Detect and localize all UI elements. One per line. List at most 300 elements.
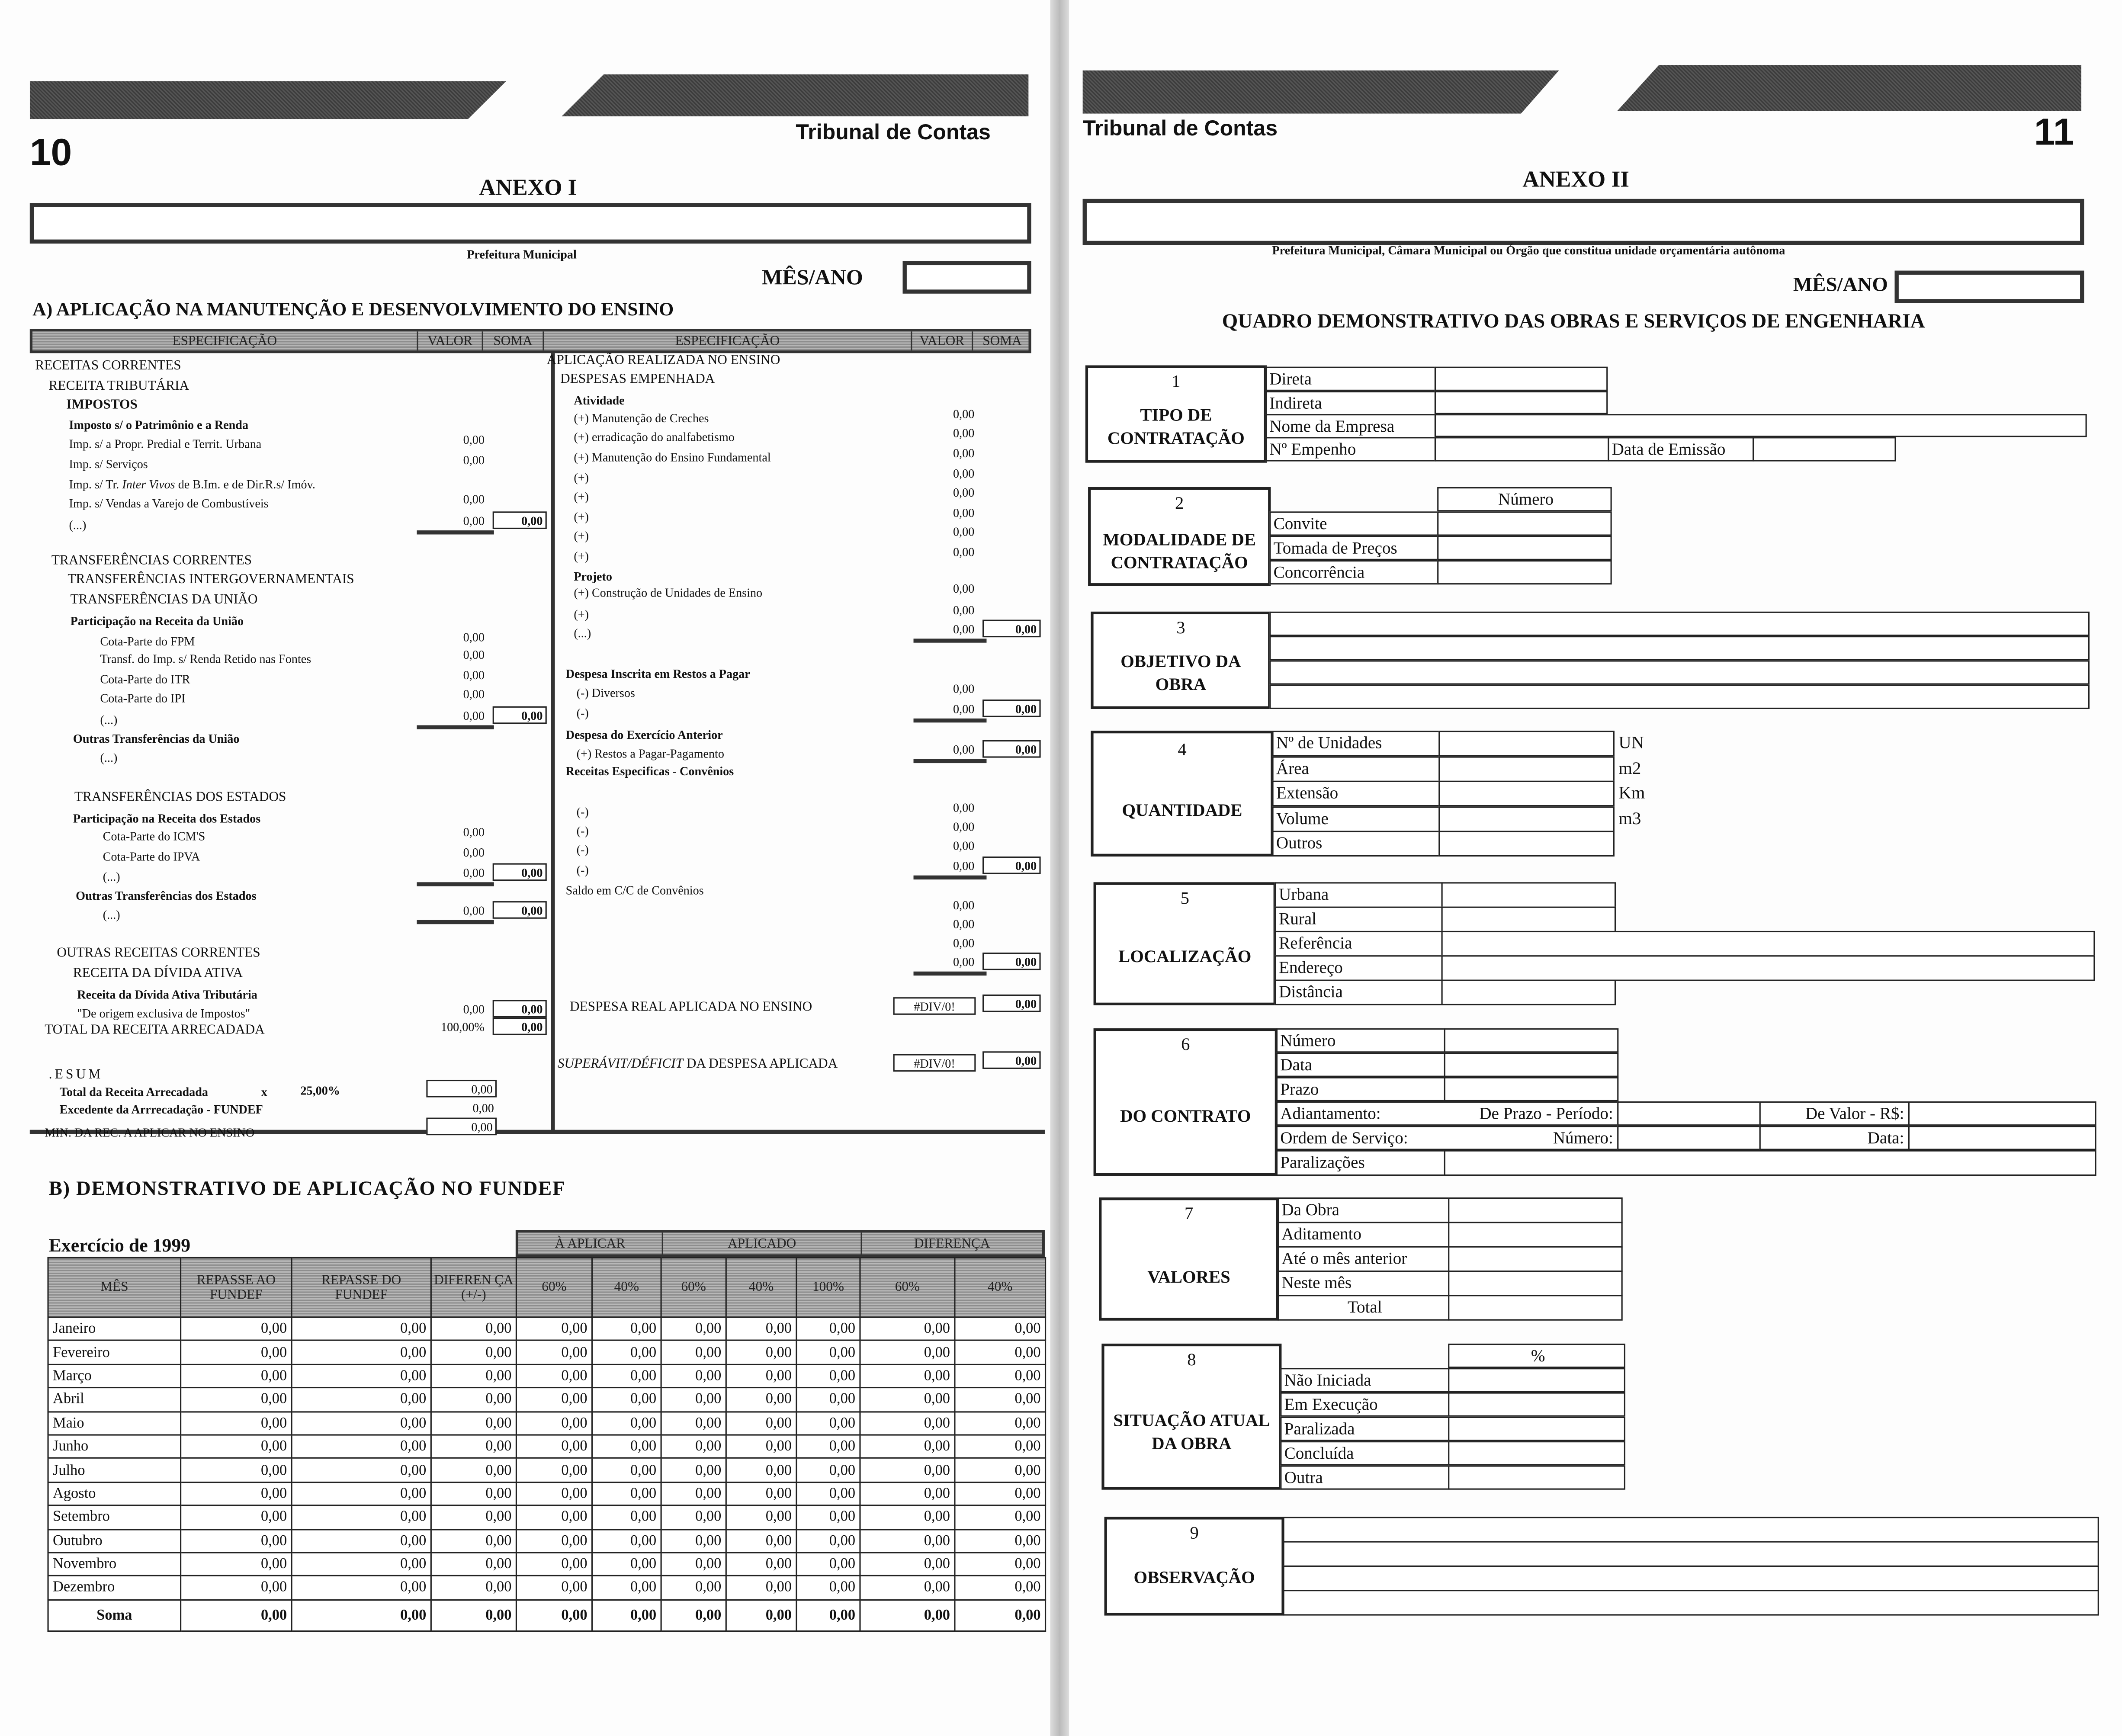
item-label: Cota-Parte do IPVA [103,850,200,863]
value-cell: 0,00 [463,866,485,880]
value-cell[interactable]: 0,00 [726,1505,796,1529]
value-cell: 0,00 [463,687,485,701]
value-cell[interactable]: 0,00 [955,1341,1046,1364]
list-item [574,605,589,624]
localizacao-field[interactable] [1441,882,1616,908]
column-header: REPASSE AO FUNDEF [181,1258,292,1317]
table-row [48,1435,1045,1458]
value-cell[interactable]: 0,00 [661,1341,726,1364]
direta-field[interactable] [1435,367,1608,391]
month-cell: Julho [48,1458,181,1482]
value-cell[interactable]: 0,00 [181,1576,292,1599]
value-cell[interactable]: 0,00 [726,1482,796,1505]
item-label: (...) [574,626,591,640]
column-header: 100% [796,1258,860,1317]
value-cell[interactable]: 0,00 [431,1576,516,1599]
indireta-field[interactable] [1435,391,1608,414]
observacao-line[interactable] [1283,1566,2099,1591]
value-cell[interactable]: 0,00 [431,1364,516,1388]
total-cell: 0,00 [796,1600,860,1631]
localizacao-field[interactable] [1441,907,1616,932]
field-label: Tomada de Preços [1269,536,1438,560]
item-label: DESPESA REAL APLICADA NO ENSINO [569,1000,812,1015]
unit-label: UN [1618,732,1644,753]
label-post: de B.Im. e de Dir.R.s/ Imóv. [175,478,315,491]
value-cell[interactable]: 0,00 [516,1411,592,1434]
resumo-total-value: 0,00 [426,1080,497,1097]
valor-field[interactable] [1448,1197,1623,1223]
observacao-line[interactable] [1283,1517,2099,1542]
item-label: Imp. s/ Vendas a Varejo de Combustíveis [69,496,269,510]
item-label: OUTRAS RECEITAS CORRENTES [57,946,260,961]
section-s1-box [1085,366,1267,463]
total-cell: 0,00 [181,1600,292,1631]
value-cell[interactable]: 0,00 [292,1388,431,1411]
table-row [48,1505,1045,1529]
list-item [69,415,248,434]
value-cell[interactable]: 0,00 [292,1435,431,1458]
value-cell[interactable]: 0,00 [726,1529,796,1552]
value-cell[interactable]: 0,00 [796,1505,860,1529]
list-item [73,965,243,984]
value-cell[interactable]: 0,00 [860,1341,955,1364]
month-cell: Fevereiro [48,1341,181,1364]
item-label: (+) Restos a Pagar-Pagamento [576,747,724,761]
section-number: 7 [1184,1203,1194,1223]
item-label: RECEITAS CORRENTES [35,358,181,374]
value-cell[interactable]: 0,00 [181,1482,292,1505]
list-item [574,507,589,526]
sum-cell: 0,00 [982,1051,1041,1069]
table-row [48,1388,1045,1411]
month-cell: Outubro [48,1529,181,1552]
observacao-line[interactable] [1283,1590,2099,1615]
localizacao-field[interactable] [1441,955,2095,981]
value-cell[interactable]: 0,00 [860,1364,955,1388]
value-cell[interactable]: 0,00 [726,1458,796,1482]
annex-title: ANEXO I [479,174,577,200]
field-label: Nome da Empresa [1265,414,1436,438]
month-cell: Agosto [48,1482,181,1505]
value-cell[interactable]: 0,00 [796,1435,860,1458]
percent-field[interactable] [1448,1465,1625,1489]
value-cell[interactable]: 0,00 [592,1435,661,1458]
list-item [71,591,258,610]
value-cell[interactable]: 0,00 [292,1411,431,1434]
value-cell[interactable]: 0,00 [516,1388,592,1411]
value-cell[interactable]: 0,00 [516,1341,592,1364]
field-label: Volume [1272,806,1440,831]
valor-field[interactable] [1448,1222,1623,1247]
value-cell[interactable]: 0,00 [661,1576,726,1599]
value-cell[interactable]: 0,00 [796,1364,860,1388]
item-label: Atividade [574,394,625,408]
value-cell[interactable]: 0,00 [181,1505,292,1529]
list-item [69,516,87,535]
table-row [48,1529,1045,1552]
list-item [574,487,589,506]
value-cell[interactable]: 0,00 [955,1317,1046,1341]
value-cell[interactable]: 0,00 [431,1458,516,1482]
section-title: DO CONTRATO [1120,1105,1251,1126]
value-cell[interactable]: 0,00 [592,1364,661,1388]
value-cell[interactable]: 0,00 [592,1576,661,1599]
numero-label: Número: [1553,1128,1613,1148]
item-label: (+) erradicação do analfabetismo [574,430,735,444]
sum-underline [914,972,987,975]
entity-name-field[interactable] [30,203,1031,244]
value-cell[interactable]: 0,00 [292,1317,431,1341]
valor-label: De Valor - R$: [1759,1101,1910,1126]
value-cell[interactable]: 0,00 [661,1529,726,1552]
item-label: (+) [574,549,589,563]
list-item [49,378,189,397]
column-header: 60% [516,1258,592,1317]
value-cell[interactable]: 0,00 [726,1411,796,1434]
header-bar-right-2 [1617,65,2081,111]
item-label: Transf. do Imp. s/ Renda Retido nas Fontes [100,652,311,666]
item-label: Cota-Parte do IPI [100,691,186,705]
value-cell[interactable]: 0,00 [726,1317,796,1341]
list-item [100,670,190,689]
list-item [69,434,262,453]
empenho-field[interactable] [1435,437,1609,461]
value-cell[interactable]: 0,00 [292,1505,431,1529]
item-label: (+) [574,471,589,485]
column-header: DIFEREN ÇA (+/-) [431,1258,516,1317]
list-item [577,703,589,722]
value-cell[interactable]: 0,00 [181,1458,292,1482]
quantidade-field[interactable] [1438,781,1615,806]
value-cell[interactable]: 0,00 [516,1576,592,1599]
table-row [48,1411,1045,1434]
column-header: REPASSE DO FUNDEF [292,1258,431,1317]
percent-field[interactable] [1448,1393,1625,1417]
prazo-periodo-field[interactable] [1617,1101,1761,1126]
value-cell: 0,00 [953,581,975,596]
value-cell[interactable]: 0,00 [292,1529,431,1552]
date-label: Data de Emissão [1608,437,1754,461]
ordem-servico-label: Ordem de Serviço: [1280,1128,1408,1148]
item-label: Participação na Receita da União [70,614,244,628]
value-cell[interactable]: 0,00 [661,1364,726,1388]
nome-empresa-field[interactable] [1435,414,2087,437]
list-item [73,809,260,828]
table-row [48,1482,1045,1505]
value-cell[interactable]: 0,00 [181,1388,292,1411]
percent-field[interactable] [1448,1417,1625,1441]
section-s9-box [1104,1517,1284,1615]
value-cell[interactable]: 0,00 [592,1458,661,1482]
value-cell[interactable]: 0,00 [955,1435,1046,1458]
value-cell[interactable]: 0,00 [796,1553,860,1576]
value-cell[interactable]: 0,00 [592,1341,661,1364]
value-cell[interactable]: 0,00 [860,1553,955,1576]
value-cell[interactable]: 0,00 [726,1576,796,1599]
total-cell: 0,00 [955,1600,1046,1631]
header-spec-2: ESPECIFICAÇÃO [544,331,912,350]
table-row [48,1317,1045,1341]
value-cell[interactable]: 0,00 [516,1529,592,1552]
value-cell[interactable]: 0,00 [181,1435,292,1458]
objetivo-line[interactable] [1269,660,2090,684]
item-label: (-) [576,824,589,838]
value-cell[interactable]: 0,00 [955,1576,1046,1599]
value-cell[interactable]: 0,00 [726,1553,796,1576]
list-item [100,632,195,651]
value-cell[interactable]: 0,00 [181,1317,292,1341]
value-cell[interactable]: 0,00 [181,1341,292,1364]
percent-field[interactable] [1448,1441,1625,1465]
value-cell[interactable]: 0,00 [860,1458,955,1482]
fundef-group-header [516,1230,1045,1257]
list-item [574,391,624,410]
list-item [69,455,148,474]
value-cell: 0,00 [463,453,485,467]
value-cell[interactable]: 0,00 [431,1482,516,1505]
field-label: Nº Empenho [1265,437,1436,461]
month-year-label: MÊS/ANO [762,266,863,290]
value-cell[interactable]: 0,00 [592,1482,661,1505]
group-a-aplicar: À APLICAR [518,1232,663,1254]
value-cell: 0,00 [953,426,975,440]
item-label: (...) [100,751,118,765]
value-cell: 0,00 [953,702,975,716]
list-item [66,396,138,415]
list-item [74,789,286,808]
list-item [547,352,780,371]
list-item [35,357,181,376]
field-label: Não Iniciada [1280,1368,1449,1392]
contrato-field[interactable] [1444,1053,1619,1077]
value-cell[interactable]: 0,00 [292,1553,431,1576]
value-cell: 0,00 [953,682,975,696]
localizacao-field[interactable] [1441,980,1616,1005]
value-cell[interactable]: 0,00 [726,1388,796,1411]
list-item [574,547,589,566]
value-cell[interactable]: 0,00 [292,1341,431,1364]
value-cell[interactable]: 0,00 [181,1411,292,1434]
numero-field[interactable] [1437,511,1612,536]
value-cell[interactable]: 0,00 [796,1529,860,1552]
value-cell[interactable]: 0,00 [661,1553,726,1576]
sum-cell: 0,00 [982,857,1041,874]
item-label: (+) [574,607,589,621]
list-item [76,886,256,905]
ordem-numero-field[interactable] [1617,1126,1761,1150]
value-cell: 0,00 [953,603,975,617]
main-title: QUADRO DEMONSTRATIVO DAS OBRAS E SERVIÇOS DE ENGENHARIA [1222,311,1925,333]
value-cell[interactable]: 0,00 [661,1388,726,1411]
value-cell[interactable]: 0,00 [292,1482,431,1505]
total-cell: 0,00 [661,1600,726,1631]
value-cell[interactable]: 0,00 [592,1529,661,1552]
value-cell[interactable]: 0,00 [726,1341,796,1364]
quantidade-field[interactable] [1438,731,1615,756]
item-label: Despesa Inscrita em Restos a Pagar [565,667,750,681]
item-label: TRANSFERÊNCIAS INTERGOVERNAMENTAIS [67,572,354,587]
objetivo-line[interactable] [1269,612,2090,636]
value-cell: 0,00 [463,630,485,644]
value-cell[interactable]: 0,00 [592,1553,661,1576]
value-cell[interactable]: 0,00 [431,1529,516,1552]
label-italic: SUPERÁVIT/DÉFICIT [557,1056,684,1072]
month-cell: Abril [48,1388,181,1411]
list-item [103,827,205,846]
value-cell[interactable]: 0,00 [955,1529,1046,1552]
value-cell[interactable]: 0,00 [796,1341,860,1364]
entity-name-field-2[interactable] [1083,199,2084,245]
value-cell[interactable]: 0,00 [181,1364,292,1388]
value-cell[interactable]: 0,00 [516,1435,592,1458]
value-cell[interactable]: 0,00 [592,1411,661,1434]
paralizacoes-field[interactable] [1444,1150,2096,1176]
value-cell[interactable]: 0,00 [860,1435,955,1458]
valor-field[interactable] [1448,1295,1623,1320]
value-cell[interactable]: 0,00 [955,1364,1046,1388]
sum-cell: 0,00 [982,740,1041,758]
column-header: 40% [592,1258,661,1317]
value-cell[interactable]: 0,00 [955,1458,1046,1482]
page-number-2: 11 [2034,111,2074,153]
valor-field[interactable] [1448,1246,1623,1272]
value-cell[interactable]: 0,00 [860,1388,955,1411]
value-cell[interactable]: 0,00 [661,1482,726,1505]
total-label: Soma [48,1600,181,1631]
field-label: Da Obra [1278,1197,1449,1223]
value-cell[interactable]: 0,00 [860,1482,955,1505]
unit-label: Km [1618,782,1645,802]
value-cell[interactable]: 0,00 [796,1388,860,1411]
value-cell[interactable]: 0,00 [955,1553,1046,1576]
value-cell[interactable]: 0,00 [796,1411,860,1434]
value-cell[interactable]: 0,00 [516,1553,592,1576]
value-cell[interactable]: 0,00 [796,1576,860,1599]
sum-cell: 0,00 [493,706,547,724]
month-year-field-2[interactable] [1894,271,2084,303]
quantidade-field[interactable] [1438,806,1615,831]
table-row [48,1553,1045,1576]
column-divider [551,353,554,1131]
value-cell[interactable]: 0,00 [292,1576,431,1599]
value-cell[interactable]: 0,00 [661,1317,726,1341]
sum-cell: 0,00 [493,1000,547,1017]
section-s4-box [1091,731,1273,857]
value-cell[interactable]: 0,00 [860,1411,955,1434]
value-cell[interactable]: 0,00 [796,1482,860,1505]
quantidade-field[interactable] [1438,756,1615,781]
item-label: (+) Construção de Unidades de Ensino [574,586,763,600]
list-item [51,552,252,571]
list-item [566,725,723,744]
localizacao-field[interactable] [1441,931,2095,956]
observacao-line[interactable] [1283,1541,2099,1567]
item-label: (+) [574,490,589,504]
value-cell[interactable]: 0,00 [592,1388,661,1411]
value-cell[interactable]: 0,00 [516,1482,592,1505]
value-cell[interactable]: 0,00 [292,1458,431,1482]
objetivo-line[interactable] [1269,685,2090,709]
value-cell: 0,00 [953,801,975,815]
value-cell[interactable]: 0,00 [516,1458,592,1482]
value-cell[interactable]: 0,00 [181,1553,292,1576]
value-cell[interactable]: 0,00 [661,1435,726,1458]
value-cell: 0,00 [953,955,975,969]
value-cell[interactable]: 0,00 [431,1505,516,1529]
field-label: Distância [1275,980,1443,1005]
ordem-data-field[interactable] [1908,1126,2096,1150]
list-item [45,1021,265,1040]
contrato-field[interactable] [1444,1028,1619,1053]
valor-field[interactable] [1448,1271,1623,1296]
ordem-servico-row [1276,1126,1618,1150]
adiantamento-label: Adiantamento: [1280,1104,1381,1123]
value-cell[interactable]: 0,00 [431,1317,516,1341]
value-cell[interactable]: 0,00 [431,1388,516,1411]
value-cell[interactable]: 0,00 [661,1505,726,1529]
month-year-field[interactable] [903,261,1031,294]
value-cell[interactable]: 0,00 [860,1529,955,1552]
value-cell[interactable]: 0,00 [516,1505,592,1529]
value-cell[interactable]: 0,00 [860,1576,955,1599]
value-cell[interactable]: 0,00 [796,1458,860,1482]
numero-field[interactable] [1437,536,1612,560]
value-cell[interactable]: 0,00 [955,1411,1046,1434]
header-title: Tribunal de Contas [796,122,991,145]
value-cell[interactable]: 0,00 [860,1317,955,1341]
item-label: Receita da Dívida Ativa Tributária [77,988,257,1001]
value-cell[interactable]: 0,00 [431,1435,516,1458]
list-item [566,664,750,683]
item-label: DA DESPESA APLICADA [683,1056,838,1072]
numero-field[interactable] [1437,560,1612,584]
value-cell[interactable]: 0,00 [661,1411,726,1434]
data-emissao-field[interactable] [1753,437,1896,461]
value-cell[interactable]: 0,00 [431,1553,516,1576]
total-cell: 0,00 [592,1600,661,1631]
value-cell[interactable]: 0,00 [955,1482,1046,1505]
percent-field[interactable] [1448,1368,1625,1392]
sum-cell: 0,00 [493,511,547,529]
value-cell[interactable]: 0,00 [726,1364,796,1388]
value-cell[interactable]: 0,00 [516,1364,592,1388]
field-label: Paralizações [1276,1150,1445,1176]
value-cell[interactable]: 0,00 [661,1458,726,1482]
list-item [69,475,315,494]
prazo-periodo-label: De Prazo - Período: [1479,1104,1613,1123]
field-label: Nº de Unidades [1272,731,1440,756]
quantidade-field[interactable] [1438,831,1615,856]
value-cell[interactable]: 0,00 [431,1411,516,1434]
value-cell[interactable]: 0,00 [796,1317,860,1341]
value-cell[interactable]: 0,00 [955,1505,1046,1529]
value-cell: 0,00 [953,839,975,853]
value-cell[interactable]: 0,00 [292,1364,431,1388]
value-cell[interactable]: 0,00 [431,1341,516,1364]
value-cell[interactable]: 0,00 [860,1505,955,1529]
objetivo-line[interactable] [1269,636,2090,660]
value-cell[interactable]: 0,00 [592,1317,661,1341]
value-cell[interactable]: 0,00 [592,1505,661,1529]
value-cell: 0,00 [463,709,485,723]
value-cell[interactable]: 0,00 [516,1317,592,1341]
value-cell[interactable]: 0,00 [181,1529,292,1552]
valor-field[interactable] [1908,1101,2096,1126]
value-cell[interactable]: 0,00 [955,1388,1046,1411]
list-item [574,526,589,546]
contrato-field[interactable] [1444,1077,1619,1101]
value-cell[interactable]: 0,00 [726,1435,796,1458]
